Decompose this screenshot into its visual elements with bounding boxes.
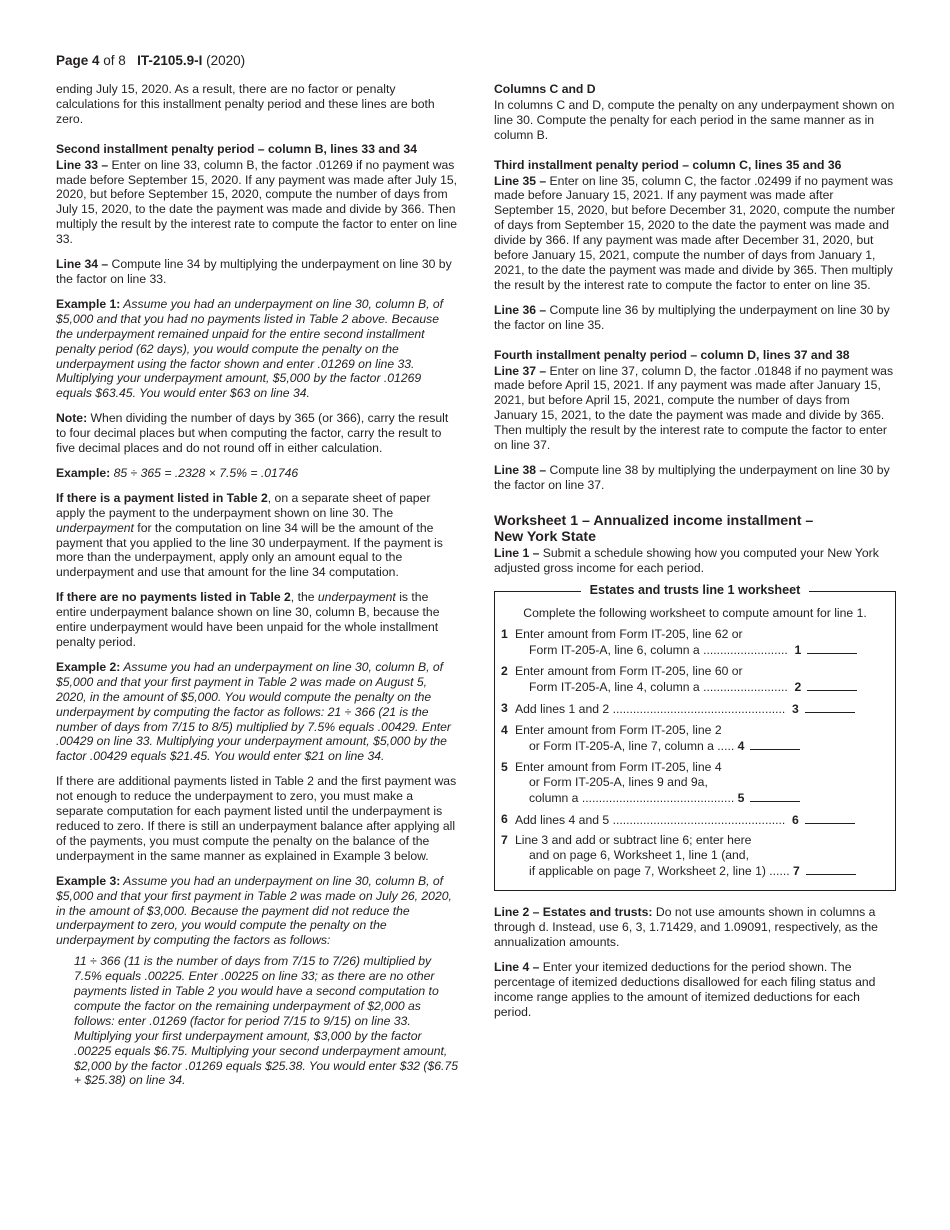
intro-paragraph: ending July 15, 2020. As a result, there are no factor or penalty calculations for this installment penalty period and these lines are both zero. <box>56 82 435 126</box>
page-header <box>56 53 245 68</box>
no-payments-paragraph: If there are no payments listed in Table 2, the underpayment is the entire underpayment balance shown on line 30, column B, because the entire underpayment would have been unpaid for the whole installment penalty period. <box>56 590 440 649</box>
additional-payments-paragraph: If there are additional payments listed in Table 2 and the first payment was not enough to reduce the underpayment to zero, you must make a separate computation for each payment listed until the underpayment is reduced to zero. If there is still an underpayment balance after applying all of the payments, you must compute the penalty on the balance of the underpayment in the same manner as explained in Example 3 below. <box>56 774 457 863</box>
line-4-paragraph: Line 4 – Enter your itemized deductions for the period shown. The percentage of itemized deductions disallowed for each filing status and income range applies to the amount of itemized deductions for each period. <box>494 959 876 1019</box>
example-2: Example 2: Assume you had an underpayment on line 30, column B, of $5,000 and that your first payment in Table 2 was made on August 5, 2020, in the amount of $5,000. You would compute the penalty on the underpayment by computing the factor as follows: 21 ÷ 366 (21 is the number of days from 7/15 to 8/5) multiplied by 7.5% equals .00429. Enter .00429 on line 33. Multiplying your underpayment amount, $5,000 by the factor .00429 equals $21.45. You would enter $21 on line 34. <box>56 659 451 764</box>
worksheet-row-6: 6 Add lines 4 and 5 ................................................... 6 <box>501 812 895 828</box>
example-3: Example 3: Assume you had an underpayment on line 30, column B, of $5,000 and that your first payment in Table 2 was made on July 26, 2020, in the amount of $3,000. Because the payment did not reduce the underpayment to zero, you would compute the penalty on the underpayment by computing the factors as follows: <box>56 873 452 948</box>
example-3-computation: 11 ÷ 366 (11 is the number of days from 7/15 to 7/26) multiplied by 7.5% equals .00225. Enter .00225 on line 33; as there are no other payments listed in Table 2 you would have a second computation to compute the factor on the remaining underpayment of $2,000 as follows: enter .01269 (factor for period 7/15 to 9/15) on line 33. Multiplying your first underpayment amount, $3,000 by the factor .00225 equals $6.75. Multiplying your second underpayment amount, $2,000 by the factor .01269 equals $25.38. You would enter $32 ($6.75 + $25.38) on line 34. <box>74 954 458 1088</box>
line-2-estates-paragraph: Line 2 – Estates and trusts: Do not use amounts shown in columns a through d. Instead, use 6, 3, 1.71429, and 1.09091, respectively, as the annualization amounts. <box>494 905 878 949</box>
worksheet-row-7: 7 Line 3 and add or subtract line 6; enter here and on page 6, Worksheet 1, line 1 (and, if applicable on page 7, Worksheet 2, line 1) ...... 7 <box>501 833 895 879</box>
fourth-installment-heading: Fourth installment penalty period – column D, lines 37 and 38 <box>494 347 850 362</box>
worksheet-line-3-field[interactable] <box>805 701 855 713</box>
payment-listed-paragraph: If there is a payment listed in Table 2, on a separate sheet of paper apply the payment to the underpayment shown on line 30. The underpayment for the computation on line 34 will be the amount of the payment that you applied to the line 30 underpayment. If the payment is more than the underpayment, apply only an amount equal to the underpayment and use that amount for the line 34 computation. <box>56 490 443 580</box>
line-38-paragraph: Line 38 – Compute line 38 by multiplying the underpayment on line 30 by the factor on line 37. <box>494 462 890 492</box>
example-formula: Example: 85 ÷ 365 = .2328 × 7.5% = .01746 <box>56 465 299 480</box>
worksheet-row-4: 4 Enter amount from Form IT-205, line 2 or Form IT-205-A, line 7, column a ..... 4 <box>501 723 895 754</box>
line-37-paragraph: Line 37 – Enter on line 37, column D, the factor .01848 if no payment was made before April 15, 2021. If any payment was made after January 15, 2021, but before April 15, 2021, compute the number of days from January 15, 2021, to the date the payment was made and divide by 365. Then multiply the result by the interest rate to compute the factor to enter on line 37. <box>494 363 894 453</box>
page-label: Page 4 <box>56 53 100 68</box>
note-paragraph: Note: When dividing the number of days by 365 (or 366), carry the result to four decimal places but when computing the factor, carry the result to five decimal places and do not round off in either calculation. <box>56 411 449 456</box>
worksheet-line-1: Line 1 – Submit a schedule showing how you computed your New York adjusted gross income for each period. <box>494 545 879 575</box>
worksheet-line-2-field[interactable] <box>807 679 857 691</box>
worksheet-title: Estates and trusts line 1 worksheet <box>495 583 895 598</box>
left-column <box>56 82 458 1098</box>
third-installment-heading: Third installment penalty period – column C, lines 35 and 36 <box>494 157 842 172</box>
second-installment-heading: Second installment penalty period – column B, lines 33 and 34 <box>56 141 417 156</box>
worksheet-row-5: 5 Enter amount from Form IT-205, line 4 or Form IT-205-A, lines 9 and 9a, column a ............................................. 5 <box>501 760 895 806</box>
worksheet-line-5-field[interactable] <box>750 790 800 802</box>
line-34-paragraph: Line 34 – Compute line 34 by multiplying the underpayment on line 30 by the factor on line 33. <box>56 257 452 286</box>
worksheet-1-title: Worksheet 1 – Annualized income installment – New York State <box>494 512 814 545</box>
example-1: Example 1: Assume you had an underpayment on line 30, column B, of $5,000 and that you had no payments listed in Table 2 above. Because the underpayment remained unpaid for the entire second installment penalty period (62 days), you would compute the penalty on the underpayment using the factor shown and enter .01269 on line 33. Multiplying your underpayment amount, $5,000 by the factor .01269 equals $63.45. You would enter $63 on line 34. <box>56 296 444 401</box>
page-of: of 8 <box>103 53 126 68</box>
worksheet-intro: Complete the following worksheet to compute amount for line 1. <box>523 605 867 620</box>
worksheet-line-1-field[interactable] <box>807 642 857 654</box>
line-33-paragraph: Line 33 – Enter on line 33, column B, the factor .01269 if no payment was made before September 15, 2020. If any payment was made after July 15, 2020, but before September 15, 2020, compute the number of days from July 15, 2020, to the date the payment was made and divide by 366. Then multiply the result by the interest rate to compute the factor to enter on line 33. <box>56 157 458 247</box>
worksheet-row-2: 2 Enter amount from Form IT-205, line 60 or Form IT-205-A, line 4, column a ......................... 2 <box>501 664 895 695</box>
columns-cd-heading: Columns C and D <box>494 82 596 96</box>
worksheet-line-4-field[interactable] <box>750 738 800 750</box>
right-column <box>494 82 896 1030</box>
columns-cd-paragraph: In columns C and D, compute the penalty on any underpayment shown on line 30. Compute the penalty for each period in the same manner as in column B. <box>494 97 895 142</box>
worksheet-row-3: 3 Add lines 1 and 2 ................................................... 3 <box>501 701 895 717</box>
worksheet-line-6-field[interactable] <box>805 812 855 824</box>
line-35-paragraph: Line 35 – Enter on line 35, column C, the factor .02499 if no payment was made before January 15, 2021. If any payment was made after September 15, 2020, but before December 31, 2020, compute the number of days from September 15, 2020 to the date the payment was made and divide by 366. If any payment was made after December 31, 2020, but before January 15, 2021, compute the number of days from January 1, 2021, to the date the payment was made and divide by 365. Then multiply the result by the interest rate to compute the factor to enter on line 35. <box>494 173 896 292</box>
worksheet-row-1: 1 Enter amount from Form IT-205, line 62 or Form IT-205-A, line 6, column a ......................... 1 <box>501 627 895 658</box>
worksheet-line-7-field[interactable] <box>806 863 856 875</box>
line-36-paragraph: Line 36 – Compute line 36 by multiplying the underpayment on line 30 by the factor on line 35. <box>494 302 890 332</box>
estates-trusts-worksheet <box>494 582 896 892</box>
form-year: (2020) <box>206 53 246 68</box>
form-id: IT-2105.9-I <box>137 53 203 68</box>
